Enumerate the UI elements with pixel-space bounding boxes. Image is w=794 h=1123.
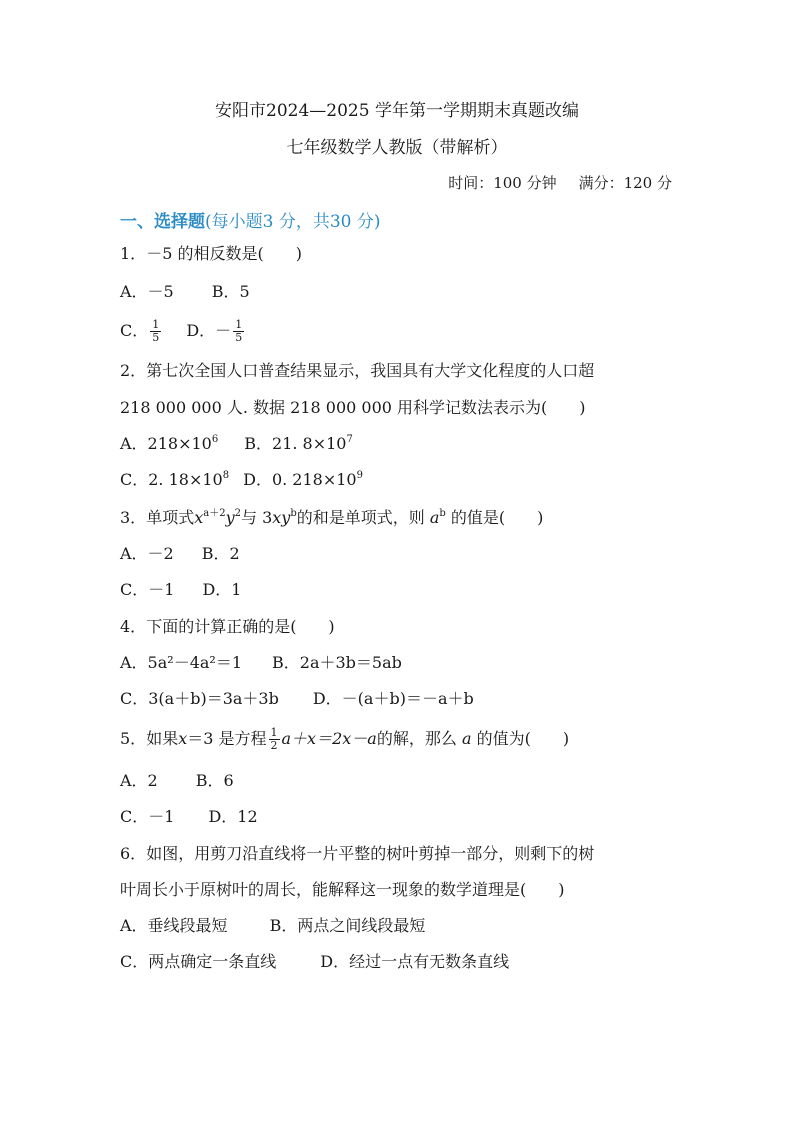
option-c: C．－1 <box>120 807 175 826</box>
question-2-stem-line-1 <box>120 360 594 382</box>
question-5-options-row-2 <box>120 806 258 828</box>
question-4-stem <box>120 616 335 638</box>
option-a: A．垂线段最短 <box>120 916 228 935</box>
question-5-options-row-1 <box>120 770 234 792</box>
fraction-numerator: 1 <box>235 318 243 331</box>
question-text: 如图，用剪刀沿直线将一片平整的树叶剪掉一部分，则剩下的树 <box>146 844 595 863</box>
fraction-denominator: 5 <box>152 331 160 344</box>
option-d-base: D．0. 218×10 <box>243 470 357 489</box>
option-d: D．经过一点有无数条直线 <box>320 952 510 971</box>
question-number: 3． <box>120 508 147 527</box>
variable-x: x <box>194 508 204 527</box>
option-d <box>243 469 363 491</box>
question-4-options-row-2 <box>120 688 474 710</box>
fraction-one-fifth <box>150 319 161 344</box>
option-d: D．－(a＋b)＝－a＋b <box>312 689 474 708</box>
question-6-stem-line-2: 叶周长小于原树叶的周长，能解释这一现象的数学道理是( ) <box>120 880 565 899</box>
question-text: －5 的相反数是( ) <box>146 244 302 263</box>
option-b: B．2a＋3b＝5ab <box>272 653 402 672</box>
option-b: B．2 <box>201 544 240 563</box>
question-4-options-row-1 <box>120 652 402 674</box>
option-a <box>120 433 218 455</box>
fraction-numerator: 1 <box>270 726 278 739</box>
option-c: C．3(a＋b)＝3a＋3b <box>120 689 279 708</box>
option-c: C．两点确定一条直线 <box>120 952 277 971</box>
question-text: 第七次全国人口普查结果显示，我国具有大学文化程度的人口超 <box>146 361 595 380</box>
exponent: 2 <box>234 508 241 519</box>
exponent: b <box>290 508 297 519</box>
exam-meta <box>448 172 672 193</box>
option-d: D．12 <box>208 807 258 826</box>
full-score: 满分：120 分 <box>578 174 672 192</box>
option-a: A．2 <box>120 771 158 790</box>
variable-x: x <box>178 729 188 748</box>
question-2-stem-line-2: 218 000 000 人. 数据 218 000 000 用科学记数法表示为( ) <box>120 398 586 417</box>
variable-y: y <box>225 508 235 527</box>
question-text: 的解，那么 <box>376 729 457 748</box>
section-note: (每小题3 分，共30 分) <box>205 212 381 232</box>
question-1-stem <box>120 243 302 265</box>
option-b: B．5 <box>211 282 250 301</box>
option-c-base: C．2. 18×10 <box>120 470 223 489</box>
question-text: 的值是( ) <box>450 508 544 527</box>
option-c: C．－1 <box>120 580 175 599</box>
question-text: ＝3 是方程 <box>187 729 267 748</box>
question-5-stem <box>120 724 569 754</box>
question-text: 如果 <box>146 729 179 748</box>
question-3-stem <box>120 507 543 529</box>
question-1-options-row-2 <box>120 317 246 345</box>
question-text: 单项式 <box>146 508 195 527</box>
variable-xy: xy <box>272 508 291 527</box>
fraction-denominator: 2 <box>270 739 278 752</box>
question-text: 的和是单项式，则 <box>296 508 425 527</box>
option-d-label: D．－ <box>186 321 232 340</box>
option-b: B．6 <box>195 771 234 790</box>
time-limit: 时间：100 分钟 <box>448 174 557 192</box>
question-6-options-row-2 <box>120 951 509 973</box>
question-number: 1． <box>120 244 147 263</box>
question-2-options-row-1 <box>120 433 353 455</box>
fraction-one-half <box>269 727 280 752</box>
question-6-options-row-1 <box>120 915 425 937</box>
option-b: B．两点之间线段最短 <box>269 916 426 935</box>
option-c <box>120 317 163 345</box>
option-b-base: B．21. 8×10 <box>244 434 347 453</box>
option-a: A．－2 <box>120 544 174 563</box>
exam-subtitle: 七年级数学人教版（带解析） <box>286 138 508 158</box>
question-2-options-row-2 <box>120 469 363 491</box>
option-d: D．1 <box>202 580 242 599</box>
fraction-denominator: 5 <box>235 331 243 344</box>
option-a: A．－5 <box>120 282 174 301</box>
question-number: 5． <box>120 729 147 748</box>
option-c-exponent: 8 <box>222 470 230 481</box>
question-3-options-row-1 <box>120 543 240 565</box>
question-1-options-row-1 <box>120 281 250 303</box>
variable-a: a <box>461 729 472 748</box>
exam-title: 安阳市2024—2025 学年第一学期期末真题改编 <box>215 101 579 121</box>
question-number: 4． <box>120 617 147 636</box>
question-number: 2． <box>120 361 147 380</box>
fraction-numerator: 1 <box>152 318 160 331</box>
option-b-exponent: 7 <box>346 434 353 445</box>
variable-a: a <box>429 508 440 527</box>
equation: a＋x＝2x－a <box>281 729 377 748</box>
question-6-stem-line-1 <box>120 843 594 865</box>
question-number: 6． <box>120 844 147 863</box>
question-text: 下面的计算正确的是( ) <box>146 617 335 636</box>
option-a: A．5a²－4a²＝1 <box>120 653 243 672</box>
option-d-exponent: 9 <box>356 470 363 481</box>
option-a-base: A．218×10 <box>120 434 212 453</box>
question-text: 的值为( ) <box>476 729 570 748</box>
option-c <box>120 469 229 491</box>
exponent: b <box>439 508 446 519</box>
question-3-options-row-2 <box>120 579 241 601</box>
option-d <box>186 317 246 345</box>
option-b <box>244 433 353 455</box>
fraction-one-fifth <box>233 319 244 344</box>
section-heading <box>120 207 381 232</box>
question-text: 与 3 <box>240 508 273 527</box>
exponent: a＋2 <box>203 508 226 519</box>
section-title: 一、选择题 <box>120 212 205 232</box>
option-c-label: C． <box>120 321 149 340</box>
option-a-exponent: 6 <box>211 434 219 445</box>
